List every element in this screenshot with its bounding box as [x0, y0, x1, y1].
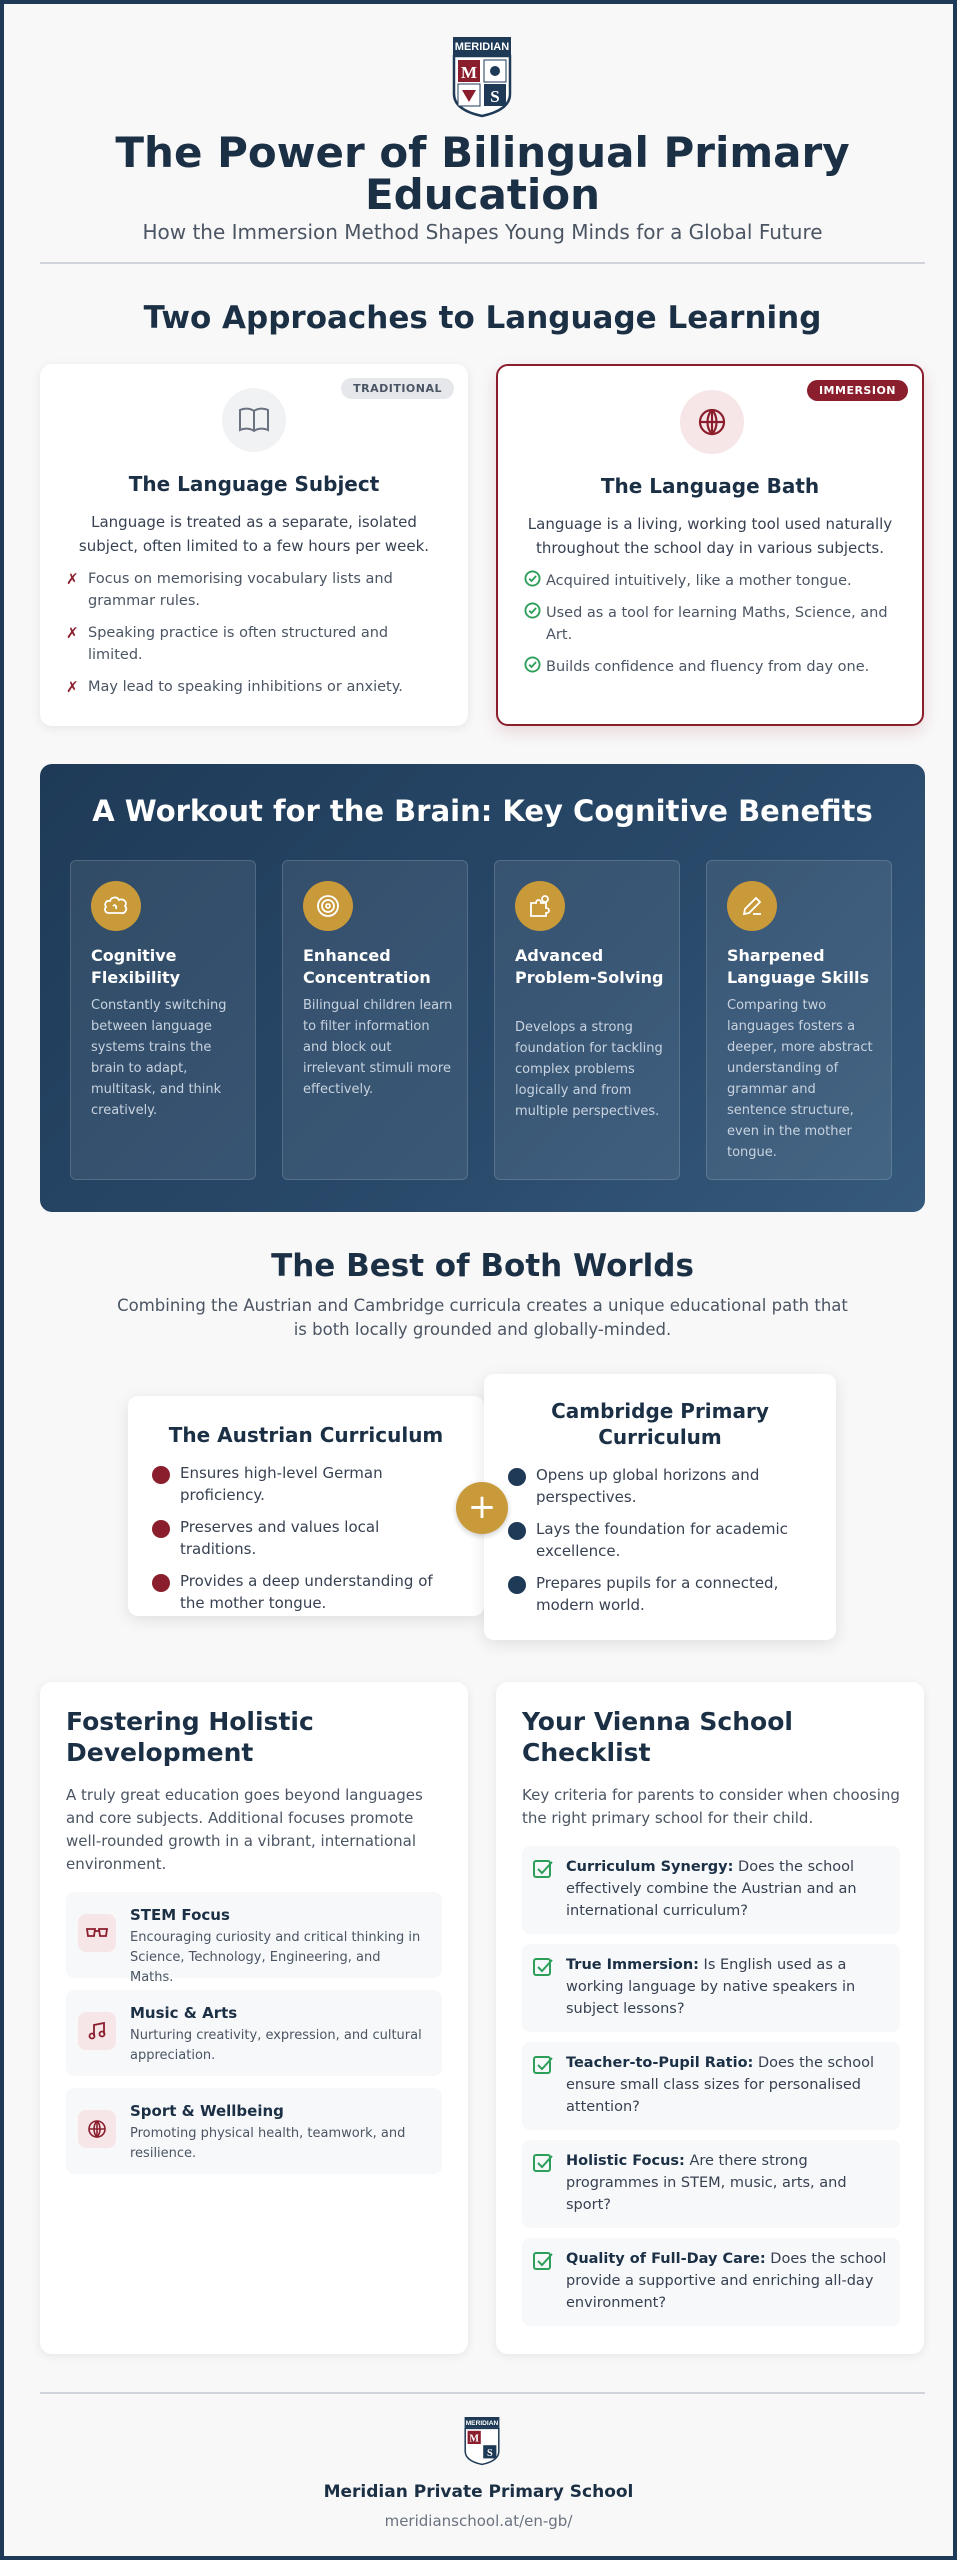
bullet-dot [152, 1520, 170, 1538]
checkbox-check-icon [532, 1858, 554, 1880]
traditional-heading: The Language Subject [128, 472, 380, 496]
benefit-title: Cognitive Flexibility [91, 946, 181, 987]
immersion-card [496, 364, 924, 726]
footer-school-name: Meridian Private Primary School [323, 2482, 634, 2502]
target-icon [303, 881, 353, 931]
immersion-badge: IMMERSION [807, 380, 908, 401]
austrian-curriculum-card [128, 1396, 484, 1616]
bullet-dot [508, 1468, 526, 1486]
feature-text: Nurturing creativity, expression, and cultural appreciation. [130, 2028, 422, 2063]
list-item: Lays the foundation for academic excellence. [508, 1518, 812, 1562]
approaches-title: Two Approaches to Language Learning [143, 300, 822, 336]
checklist-item: True Immersion: Is English used as a working language by native speakers in subject lessons? [522, 1944, 900, 2032]
list-item: Used as a tool for learning Maths, Science, and Art. [524, 602, 898, 646]
cross-icon: ✗ [66, 678, 79, 696]
checkbox-check-icon [532, 2250, 554, 2272]
bullet-dot [152, 1574, 170, 1592]
checkbox-check-icon [532, 1956, 554, 1978]
list-item: Builds confidence and fluency from day one. [524, 656, 898, 678]
school-logo [452, 36, 512, 118]
benefit-card [494, 860, 680, 1180]
holistic-title: Fostering Holistic Development [66, 1707, 314, 1767]
pen-icon [727, 881, 777, 931]
feature-text: Encouraging curiosity and critical thinking in Science, Technology, Engineering, and Maths. [130, 1930, 421, 1985]
immersion-points [524, 570, 898, 688]
traditional-points [66, 568, 444, 708]
music-note-icon [78, 2012, 116, 2050]
traditional-description: Language is treated as a separate, isolated subject, often limited to a few hours per week. [78, 513, 430, 555]
bullet-dot [152, 1466, 170, 1484]
austrian-heading: The Austrian Curriculum [168, 1423, 444, 1447]
brain-icon [91, 881, 141, 931]
list-item: Preserves and values local traditions. [152, 1516, 460, 1560]
feature-title: Sport & Wellbeing [130, 2102, 284, 2120]
cambridge-heading: Cambridge Primary Curriculum [551, 1399, 769, 1449]
benefit-card [70, 860, 256, 1180]
both-worlds-title: The Best of Both Worlds [271, 1248, 694, 1284]
page-subtitle: How the Immersion Method Shapes Young Minds for a Global Future [142, 220, 823, 244]
globe-icon [78, 2110, 116, 2148]
checklist-intro: Key criteria for parents to consider when choosing the right primary school for their child. [522, 1786, 900, 1827]
checkbox-check-icon [532, 2152, 554, 2174]
page-title: The Power of Bilingual Primary Education [115, 128, 850, 219]
bullet-dot [508, 1576, 526, 1594]
cognitive-title: A Workout for the Brain: Key Cognitive Benefits [92, 794, 873, 828]
footer-logo [464, 2416, 500, 2466]
holistic-card [40, 1682, 468, 2354]
holistic-intro: A truly great education goes beyond languages and core subjects. Additional focuses promote well-rounded growth in a vibrant, international environment. [66, 1786, 423, 1873]
list-item: ✗ Focus on memorising vocabulary lists and grammar rules. [66, 570, 393, 609]
puzzle-icon [515, 881, 565, 931]
list-item: Prepares pupils for a connected, modern world. [508, 1572, 812, 1616]
check-circle-icon [524, 570, 541, 587]
list-item: ✗ Speaking practice is often structured and limited. [66, 624, 389, 663]
immersion-description: Language is a living, working tool used naturally throughout the school day in various subjects. [527, 515, 893, 557]
cognitive-benefits-section [40, 764, 925, 1212]
check-circle-icon [524, 656, 541, 673]
benefit-text: Bilingual children learn to filter information and block out irrelevant stimuli more effectively. [303, 998, 453, 1097]
glasses-icon [78, 1914, 116, 1952]
feature-title: STEM Focus [130, 1906, 230, 1924]
feature-text: Promoting physical health, teamwork, and resilience. [130, 2126, 406, 2161]
checkbox-check-icon [532, 2054, 554, 2076]
benefit-text: Develops a strong foundation for tackling complex problems logically and from multiple perspectives. [515, 1020, 663, 1119]
svg-text:M: M [469, 2433, 480, 2445]
checklist-item: Holistic Focus: Are there strong programmes in STEM, music, arts, and sport? [522, 2140, 900, 2228]
benefit-text: Constantly switching between language systems trains the brain to adapt, multitask, and think creatively. [91, 998, 227, 1118]
svg-text:MERIDIAN: MERIDIAN [465, 2419, 499, 2427]
list-item: ✗ May lead to speaking inhibitions or anxiety. [66, 678, 403, 696]
cambridge-points [508, 1464, 812, 1626]
checklist-item: Quality of Full-Day Care: Does the school provide a supportive and enriching all-day environment? [522, 2238, 900, 2326]
feature-title: Music & Arts [130, 2004, 238, 2022]
divider [40, 262, 925, 264]
benefit-title: Advanced Problem-Solving [515, 946, 664, 987]
globe-icon [680, 390, 744, 454]
list-item: Ensures high-level German proficiency. [152, 1462, 460, 1506]
footer-website-link[interactable]: meridianschool.at/en-gb/ [384, 2512, 573, 2530]
list-item: Acquired intuitively, like a mother tongue. [524, 570, 898, 592]
svg-text:S: S [486, 2448, 493, 2459]
feature-item [66, 1892, 442, 1985]
immersion-heading: The Language Bath [600, 474, 820, 498]
feature-item [66, 1990, 442, 2076]
book-icon [222, 388, 286, 452]
checklist-card [496, 1682, 924, 2354]
checklist-title: Your Vienna School Checklist [522, 1707, 793, 1767]
svg-text:MERIDIAN: MERIDIAN [454, 41, 510, 53]
svg-text:S: S [490, 87, 500, 106]
austrian-points [152, 1462, 460, 1624]
list-item: Provides a deep understanding of the mother tongue. [152, 1570, 460, 1614]
cross-icon: ✗ [66, 570, 79, 588]
feature-item [66, 2088, 442, 2174]
bullet-dot [508, 1522, 526, 1540]
svg-text:M: M [460, 63, 478, 82]
benefit-card [282, 860, 468, 1180]
footer-divider [40, 2392, 925, 2394]
benefit-text: Comparing two languages fosters a deeper, more abstract understanding of grammar and sentence structure, even in the mother tongue. [727, 998, 873, 1160]
benefit-title: Enhanced Concentration [303, 946, 431, 987]
cambridge-curriculum-card [484, 1374, 836, 1640]
checklist-item: Teacher-to-Pupil Ratio: Does the school ensure small class sizes for personalised attention? [522, 2042, 900, 2130]
both-worlds-subtitle: Combining the Austrian and Cambridge curricula creates a unique educational path that is both locally grounded and globally-minded. [117, 1296, 848, 1339]
traditional-card [40, 364, 468, 726]
cross-icon: ✗ [66, 624, 79, 642]
check-circle-icon [524, 602, 541, 619]
checklist-item: Curriculum Synergy: Does the school effectively combine the Austrian and an international curriculum? [522, 1846, 900, 1934]
list-item: Opens up global horizons and perspectives. [508, 1464, 812, 1508]
plus-icon: + [456, 1482, 508, 1534]
benefit-title: Sharpened Language Skills [727, 946, 870, 987]
traditional-badge: TRADITIONAL [341, 378, 454, 399]
benefit-card [706, 860, 892, 1180]
